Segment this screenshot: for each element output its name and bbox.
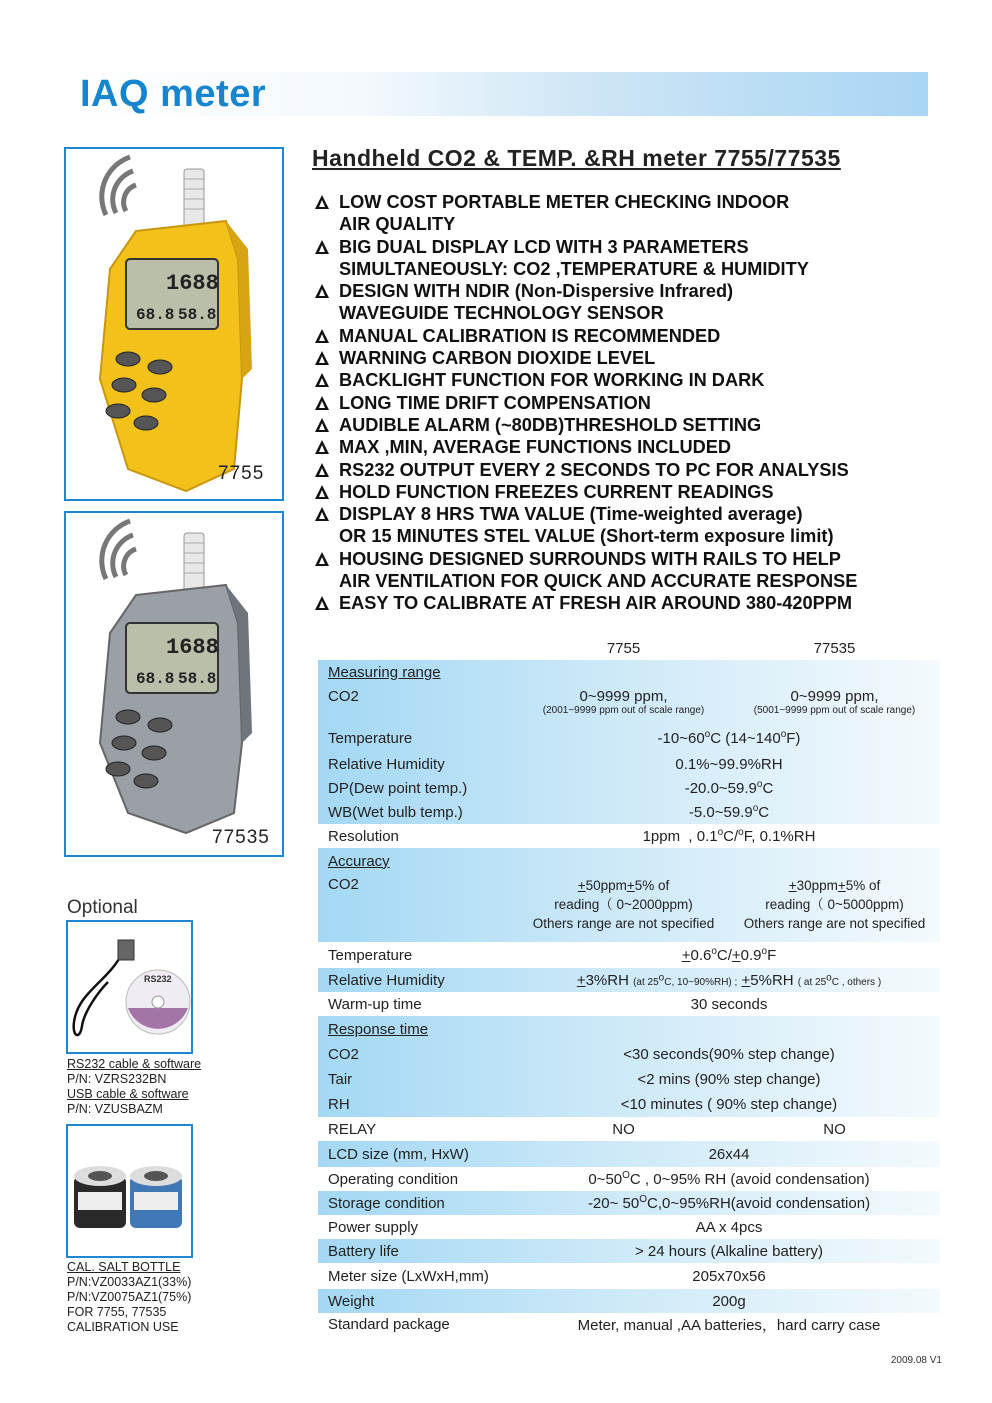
warning-triangle-icon [314,239,330,255]
meter-image-7755 [66,149,282,499]
resp-rh-label: RH [328,1096,350,1113]
warmup-label: Warm-up time [328,995,422,1013]
warning-triangle-icon [314,395,330,411]
wb-label: WB(Wet bulb temp.) [328,803,463,821]
package-value: Meter, manual ,AA batteries，hard carry case [577,1316,881,1334]
meter-size-value: 205x70x56 [692,1267,766,1285]
rh-range: 0.1%~99.9%RH [675,755,783,773]
accuracy-heading: Accuracy [328,852,390,870]
warning-triangle-icon [314,462,330,478]
wb-range: -5.0~59.9$^o$C [688,803,770,821]
acc-co2-label: CO2 [328,876,359,893]
optional-box-rs232 [66,920,193,1054]
optional-item2-text [67,1260,191,1335]
relay-77535: NO [823,1120,846,1138]
acc-others-7755: Others range are not specified [532,916,715,931]
feature-text: DISPLAY 8 HRS TWA VALUE (Time-weighted average) [339,504,803,525]
operating-value: $0\sim 50^OC$ , 0~95% RH (avoid condensation) [588,1170,870,1188]
version-label: 2009.08 V1 [890,1355,942,1366]
feature-text: WAVEGUIDE TECHNOLOGY SENSOR [339,303,664,324]
operating-label: Operating condition [328,1170,459,1188]
resp-tair-value: <2 mins (90% step change) [637,1071,821,1088]
svg-text:58.8: 58.8 [178,306,217,324]
feature-item [312,347,952,369]
svg-text:1688: 1688 [166,635,219,660]
resp-co2-value: <30 seconds(90% step change) [623,1046,835,1063]
feature-text: BIG DUAL DISPLAY LCD WITH 3 PARAMETERS [339,236,749,257]
storage-value: -20~ $50^OC,0\sim 95\%RH(avoid$ condensation) [587,1194,871,1212]
storage-label: Storage condition [328,1194,445,1212]
salt-pn-75: P/N:VZ0075AZ1(75%) [67,1290,192,1304]
feature-item [312,481,952,503]
acc-temp-label: Temperature [328,946,413,964]
warning-triangle-icon [314,439,330,455]
feature-text: MAX ,MIN, AVERAGE FUNCTIONS INCLUDED [339,437,732,458]
salt-use: CALIBRATION USE [67,1320,179,1334]
rh-label: Relative Humidity [328,755,445,773]
feature-item [312,570,952,592]
co2-label: CO2 [328,688,359,705]
feature-text: EASY TO CALIBRATE AT FRESH AIR AROUND 380-420PPM [339,593,853,614]
meter-image-77535 [66,513,282,855]
svg-text:1688: 1688 [166,271,219,296]
feature-item [312,392,952,414]
product-subtitle: Handheld CO2 & TEMP. &RH meter 7755/77535 [312,145,841,171]
package-label: Standard package [328,1315,450,1333]
feature-item [312,459,952,481]
salt-pn-33: P/N:VZ0033AZ1(33%) [67,1275,192,1289]
acc-reading-77535: reading（ 0~5000ppm) [765,897,904,912]
feature-text: MANUAL CALIBRATION IS RECOMMENDED [339,325,721,346]
feature-item [312,369,952,391]
product-box-7755 [64,147,284,501]
acc-rh-value: +3%RH (at 25$^o$C, 10~90%RH) ; +5%RH ( at 25$^o$C , others ) [576,971,882,989]
optional-heading: Optional [67,897,138,918]
meter-size-label: Meter size (LxWxH,mm) [328,1267,489,1285]
rs232-cable-image [68,922,191,1052]
temp-label: Temperature [328,729,413,747]
svg-text:68.8: 68.8 [136,306,175,324]
feature-text: RS232 OUTPUT EVERY 2 SECONDS TO PC FOR ANALYSIS [339,459,849,480]
feature-item [312,280,952,302]
dp-range: -20.0~59.9$^o$C [684,779,774,797]
power-value: AA x 4pcs [695,1218,763,1236]
svg-text:68.8: 68.8 [136,670,175,688]
feature-text: LOW COST PORTABLE METER CHECKING INDOOR [339,192,790,212]
battery-label: Battery life [328,1242,399,1260]
salt-bottle-image [68,1126,191,1256]
warning-triangle-icon [314,194,330,210]
warning-triangle-icon [314,551,330,567]
spec-col-headers [318,636,940,660]
feature-text: AIR VENTILATION FOR QUICK AND ACCURATE RESPONSE [339,571,858,592]
feature-text: WARNING CARBON DIOXIDE LEVEL [339,348,656,369]
spec-block-range [318,660,940,824]
warning-triangle-icon [314,506,330,522]
feature-text: AUDIBLE ALARM (~80DB)THRESHOLD SETTING [339,414,762,435]
acc-co2-7755: +50ppm+5% of [577,878,670,893]
co2-range-note-77535: (5001~9999 ppm out of scale range) [753,705,916,716]
warning-triangle-icon [314,484,330,500]
optional-item1-text [67,1057,201,1117]
feature-item [312,191,952,213]
optional-box-salt [66,1124,193,1258]
feature-item [312,213,952,235]
feature-item [312,325,952,347]
warning-triangle-icon [314,417,330,433]
warning-triangle-icon [314,350,330,366]
response-heading: Response time [328,1020,429,1038]
battery-value: > 24 hours (Alkaline battery) [634,1242,823,1260]
product-box-77535 [64,511,284,857]
feature-text: LONG TIME DRIFT COMPENSATION [339,392,651,413]
spec-block-response [318,1016,940,1117]
weight-label: Weight [328,1292,375,1310]
feature-item [312,258,952,280]
feature-item [312,548,952,570]
feature-text: HOUSING DESIGNED SURROUNDS WITH RAILS TO HELP [339,548,841,569]
feature-item [312,436,952,458]
svg-text:58.8: 58.8 [178,670,217,688]
feature-text: AIR QUALITY [339,214,456,235]
product-caption-7755: 7755 [218,463,265,484]
feature-item [312,414,952,436]
acc-temp-value: $+0.6^oC/+0.9^oF$ [681,946,777,964]
resp-co2-label: CO2 [328,1046,359,1063]
relay-label: RELAY [328,1120,377,1138]
feature-text: DESIGN WITH NDIR (Non-Dispersive Infrared) [339,281,734,302]
feature-text: HOLD FUNCTION FREEZES CURRENT READINGS [339,481,774,502]
co2-range-7755: 0~9999 ppm, [579,688,668,705]
feature-item [312,503,952,525]
co2-range-note-7755: (2001~9999 ppm out of scale range) [542,705,705,716]
dp-label: DP(Dew point temp.) [328,779,468,797]
lcd-value: 26x44 [708,1145,750,1163]
warning-triangle-icon [314,595,330,611]
resp-tair-label: Tair [328,1071,353,1088]
acc-co2-77535: +30ppm+5% of [788,878,881,893]
warning-triangle-icon [314,372,330,388]
feature-item [312,592,952,614]
lcd-label: LCD size (mm, HxW) [328,1145,469,1163]
usb-title: USB cable & software [67,1087,189,1101]
temp-range: -10~60$^o$C (14~140$^o$F) [657,729,801,747]
salt-models: FOR 7755, 77535 [67,1305,167,1319]
product-caption-77535: 77535 [212,827,270,848]
col-header-7755: 7755 [606,639,641,657]
spec-block-accuracy [318,848,940,942]
acc-rh-label: Relative Humidity [328,971,445,989]
resolution-label: Resolution [328,827,399,845]
feature-text: BACKLIGHT FUNCTION FOR WORKING IN DARK [339,370,765,391]
weight-value: 200g [712,1292,746,1310]
rs232-title: RS232 cable & software [67,1057,202,1071]
warning-triangle-icon [314,328,330,344]
warmup-value: 30 seconds [690,995,768,1013]
page-title: IAQ meter [80,73,267,115]
feature-item [312,236,952,258]
rs232-pn: P/N: VZRS232BN [67,1072,167,1086]
measuring-range-heading: Measuring range [328,663,441,681]
feature-item [312,525,952,547]
relay-7755: NO [612,1120,635,1138]
usb-pn: P/N: VZUSBAZM [67,1102,163,1116]
col-header-77535: 77535 [813,639,856,657]
feature-list [312,191,952,615]
warning-triangle-icon [314,283,330,299]
acc-reading-7755: reading（ 0~2000ppm) [554,897,693,912]
resolution-value: 1ppm , 0.1$^o$C/$^o$F, 0.1%RH [642,827,816,845]
feature-item [312,302,952,324]
power-label: Power supply [328,1218,419,1236]
feature-text: OR 15 MINUTES STEL VALUE (Short-term exposure limit) [339,526,834,547]
salt-title: CAL. SALT BOTTLE [67,1260,181,1274]
feature-text: SIMULTANEOUSLY: CO2 ,TEMPERATURE & HUMIDITY [339,258,809,279]
svg-text:RS232: RS232 [144,974,172,984]
spec-table [318,636,940,1335]
resp-rh-value: <10 minutes ( 90% step change) [620,1096,838,1113]
acc-others-77535: Others range are not specified [743,916,926,931]
co2-range-77535: 0~9999 ppm, [790,688,879,705]
